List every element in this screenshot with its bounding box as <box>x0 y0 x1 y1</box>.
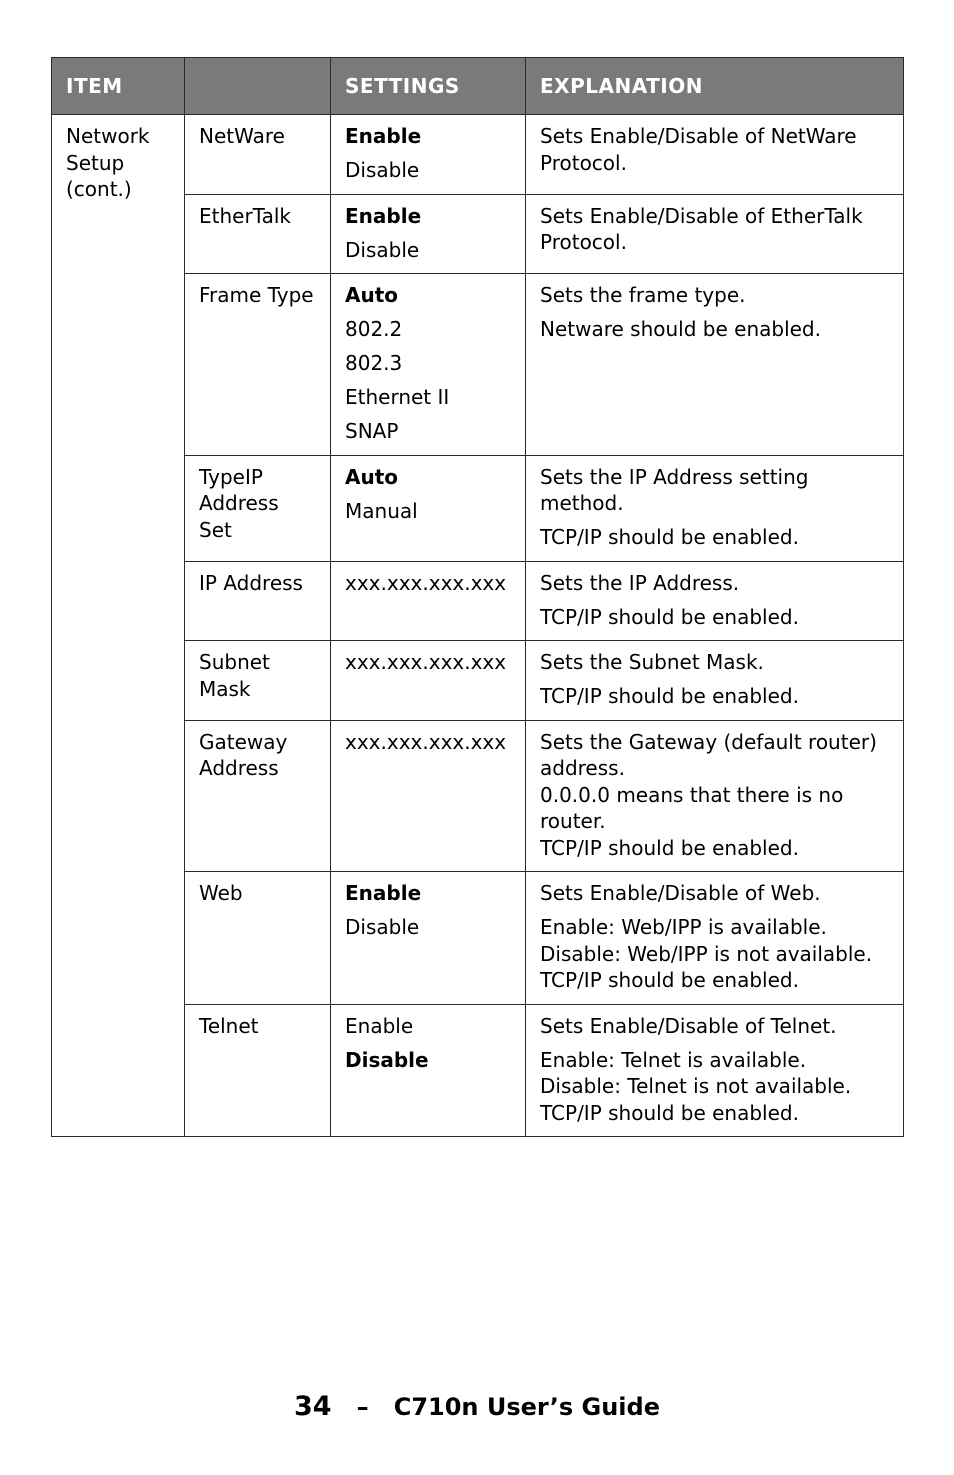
setting-option: Enable <box>345 1013 414 1038</box>
setting-option: Disable <box>345 158 420 182</box>
explanation-text: Netware should be enabled. <box>540 317 821 341</box>
footer-separator: – <box>356 1393 369 1421</box>
table-row <box>52 115 904 195</box>
explanation-text: Sets the Gateway (default router) address. 0.0.0.0 means that there is no router. TCP/IP should be enabled. <box>540 729 877 860</box>
setting-option-default: Auto <box>345 283 399 307</box>
settings-cell <box>331 720 526 872</box>
row-name-cell: Frame Type <box>185 274 331 456</box>
explanation-text: Sets Enable/Disable of Telnet. <box>540 1013 837 1038</box>
explanation-cell <box>526 641 904 721</box>
setting-option-default: Enable <box>345 881 422 905</box>
setting-option: 802.3 <box>345 351 403 375</box>
setting-option: SNAP <box>345 419 399 443</box>
row-name-cell: Telnet <box>185 1004 331 1137</box>
table-body <box>52 115 904 1137</box>
settings-cell <box>331 872 526 1005</box>
explanation-text: Enable: Web/IPP is available. Disable: Web/IPP is not available. TCP/IP should be enabled. <box>540 915 873 992</box>
setting-option: xxx.xxx.xxx.xxx <box>345 570 507 595</box>
header-settings: SETTINGS <box>331 58 526 115</box>
setting-option: Disable <box>345 915 420 939</box>
settings-cell <box>331 455 526 561</box>
row-name-cell: Subnet Mask <box>185 641 331 721</box>
settings-cell <box>331 194 526 274</box>
explanation-cell <box>526 115 904 195</box>
header-blank <box>185 58 331 115</box>
setting-option: 802.2 <box>345 317 403 341</box>
setting-option: xxx.xxx.xxx.xxx <box>345 729 507 754</box>
table-header-row <box>52 58 904 115</box>
explanation-text: Sets Enable/Disable of Web. <box>540 881 821 905</box>
explanation-cell <box>526 561 904 641</box>
setting-option-default: Enable <box>345 203 422 228</box>
explanation-text: Sets the frame type. <box>540 283 746 307</box>
setting-option-default: Enable <box>345 124 422 148</box>
row-name-cell: NetWare <box>185 115 331 195</box>
explanation-text: Sets the Subnet Mask. <box>540 650 764 674</box>
item-group-cell: Network Setup (cont.) <box>52 115 185 1137</box>
setting-option-default: Disable <box>345 1047 429 1072</box>
settings-table <box>51 57 904 1137</box>
explanation-cell <box>526 455 904 561</box>
row-name-cell: IP Address <box>185 561 331 641</box>
explanation-text: Sets the IP Address setting method. <box>540 464 809 515</box>
page-footer <box>0 1391 954 1422</box>
explanation-cell <box>526 274 904 456</box>
explanation-text: TCP/IP should be enabled. <box>540 684 799 708</box>
explanation-text: Enable: Telnet is available. Disable: Telnet is not available. TCP/IP should be enabled. <box>540 1047 852 1125</box>
setting-option: xxx.xxx.xxx.xxx <box>345 650 507 674</box>
row-name-cell: EtherTalk <box>185 194 331 274</box>
explanation-text: TCP/IP should be enabled. <box>540 604 799 629</box>
explanation-text: Sets Enable/Disable of EtherTalk Protocol. <box>540 203 863 254</box>
explanation-text: Sets Enable/Disable of NetWare Protocol. <box>540 124 857 175</box>
explanation-cell <box>526 720 904 872</box>
setting-option-default: Auto <box>345 464 399 489</box>
setting-option: Ethernet II <box>345 385 450 409</box>
settings-cell <box>331 1004 526 1137</box>
explanation-cell <box>526 872 904 1005</box>
explanation-cell <box>526 194 904 274</box>
settings-cell <box>331 641 526 721</box>
settings-cell <box>331 115 526 195</box>
explanation-text: TCP/IP should be enabled. <box>540 525 799 549</box>
row-name-cell: TypeIP Address Set <box>185 455 331 561</box>
settings-cell <box>331 274 526 456</box>
explanation-cell <box>526 1004 904 1137</box>
setting-option: Manual <box>345 498 418 523</box>
explanation-text: Sets the IP Address. <box>540 570 740 595</box>
page-number: 34 <box>293 1391 332 1422</box>
guide-title: C710n User’s Guide <box>393 1393 660 1421</box>
header-explanation: EXPLANATION <box>526 58 904 115</box>
settings-cell <box>331 561 526 641</box>
header-item: ITEM <box>52 58 185 115</box>
row-name-cell: Gateway Address <box>185 720 331 872</box>
row-name-cell: Web <box>185 872 331 1005</box>
setting-option: Disable <box>345 237 420 262</box>
